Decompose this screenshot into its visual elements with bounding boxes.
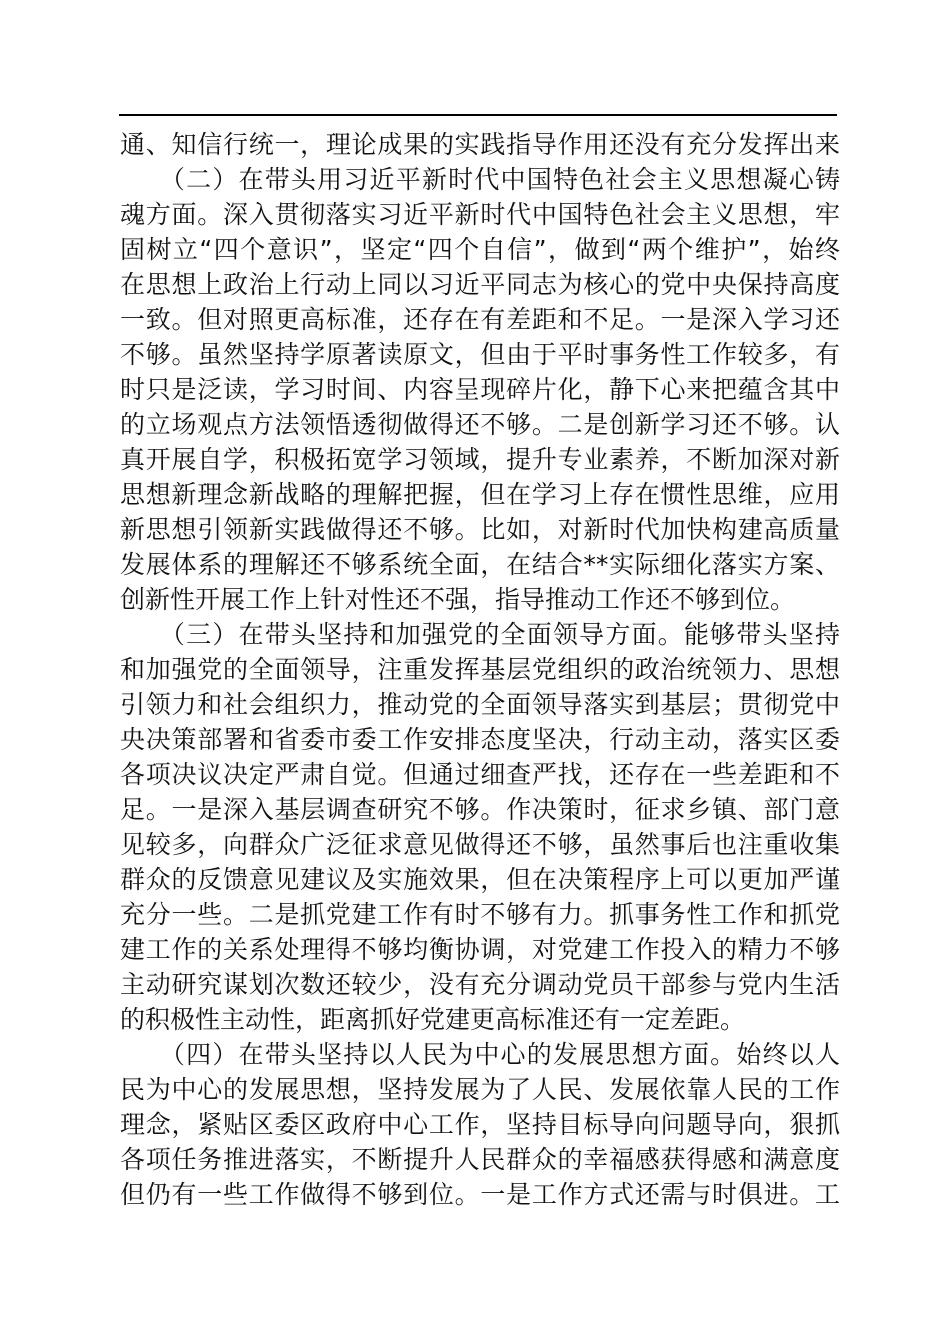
- text-line: 央决策部署和省委市委工作安排态度坚决，行动主动，落实区委: [120, 725, 840, 754]
- text-line: 不够。虽然坚持学原著读原文，但由于平时事务性工作较多，有: [120, 340, 840, 369]
- text-line: 和加强党的全面领导，注重发挥基层党组织的政治统领力、思想: [120, 655, 840, 684]
- text-line: 引领力和社会组织力，推动党的全面领导落实到基层；贯彻党中: [120, 690, 840, 719]
- text-line: 魂方面。深入贯彻落实习近平新时代中国特色社会主义思想，牢: [120, 200, 840, 229]
- text-line: （二）在带头用习近平新时代中国特色社会主义思想凝心铸: [120, 165, 840, 194]
- text-line: 发展体系的理解还不够系统全面，在结合**实际细化落实方案、: [120, 550, 840, 579]
- text-line: 固树立“四个意识”，坚定“四个自信”，做到“两个维护”，始终: [120, 235, 840, 264]
- text-line: （四）在带头坚持以人民为中心的发展思想方面。始终以人: [120, 1040, 840, 1069]
- text-line: 一致。但对照更高标准，还存在有差距和不足。一是深入学习还: [120, 305, 840, 334]
- text-line: 新思想引领新实践做得还不够。比如，对新时代加快构建高质量: [120, 515, 840, 544]
- text-line: 创新性开展工作上针对性还不强，指导推动工作还不够到位。: [120, 585, 796, 614]
- text-line: 各项决议决定严肃自觉。但通过细查严找，还存在一些差距和不: [120, 760, 840, 789]
- text-line: 理念，紧贴区委区政府中心工作，坚持目标导向问题导向，狠抓: [120, 1110, 840, 1139]
- text-line: 群众的反馈意见建议及实施效果，但在决策程序上可以更加严谨: [120, 865, 840, 894]
- text-line: 的积极性主动性，距离抓好党建更高标准还有一定差距。: [120, 1005, 746, 1034]
- text-line: 的立场观点方法领悟透彻做得还不够。二是创新学习还不够。认: [120, 410, 840, 439]
- text-line: 主动研究谋划次数还较少，没有充分调动党员干部参与党内生活: [120, 970, 840, 999]
- text-line: 各项任务推进落实，不断提升人民群众的幸福感获得感和满意度: [120, 1145, 840, 1174]
- text-line: 见较多，向群众广泛征求意见做得还不够，虽然事后也注重收集: [120, 830, 840, 859]
- text-line: 思想新理念新战略的理解把握，但在学习上存在惯性思维，应用: [120, 480, 840, 509]
- text-line: 足。一是深入基层调查研究不够。作决策时，征求乡镇、部门意: [120, 795, 840, 824]
- text-line: 通、知信行统一，理论成果的实践指导作用还没有充分发挥出来: [120, 130, 840, 159]
- document-body: [120, 127, 840, 1212]
- text-line: 建工作的关系处理得不够均衡协调，对党建工作投入的精力不够: [120, 935, 840, 964]
- text-line: （三）在带头坚持和加强党的全面领导方面。能够带头坚持: [120, 620, 840, 649]
- text-line: 民为中心的发展思想，坚持发展为了人民、发展依靠人民的工作: [120, 1075, 840, 1104]
- text-line: 时只是泛读，学习时间、内容呈现碎片化，静下心来把蕴含其中: [120, 375, 840, 404]
- header-rule: [119, 114, 837, 116]
- text-line: 在思想上政治上行动上同以习近平同志为核心的党中央保持高度: [120, 270, 840, 299]
- text-line: 充分一些。二是抓党建工作有时不够有力。抓事务性工作和抓党: [120, 900, 840, 929]
- text-line: 真开展自学，积极拓宽学习领域，提升专业素养，不断加深对新: [120, 445, 840, 474]
- text-line: 但仍有一些工作做得不够到位。一是工作方式还需与时俱进。工: [120, 1180, 840, 1209]
